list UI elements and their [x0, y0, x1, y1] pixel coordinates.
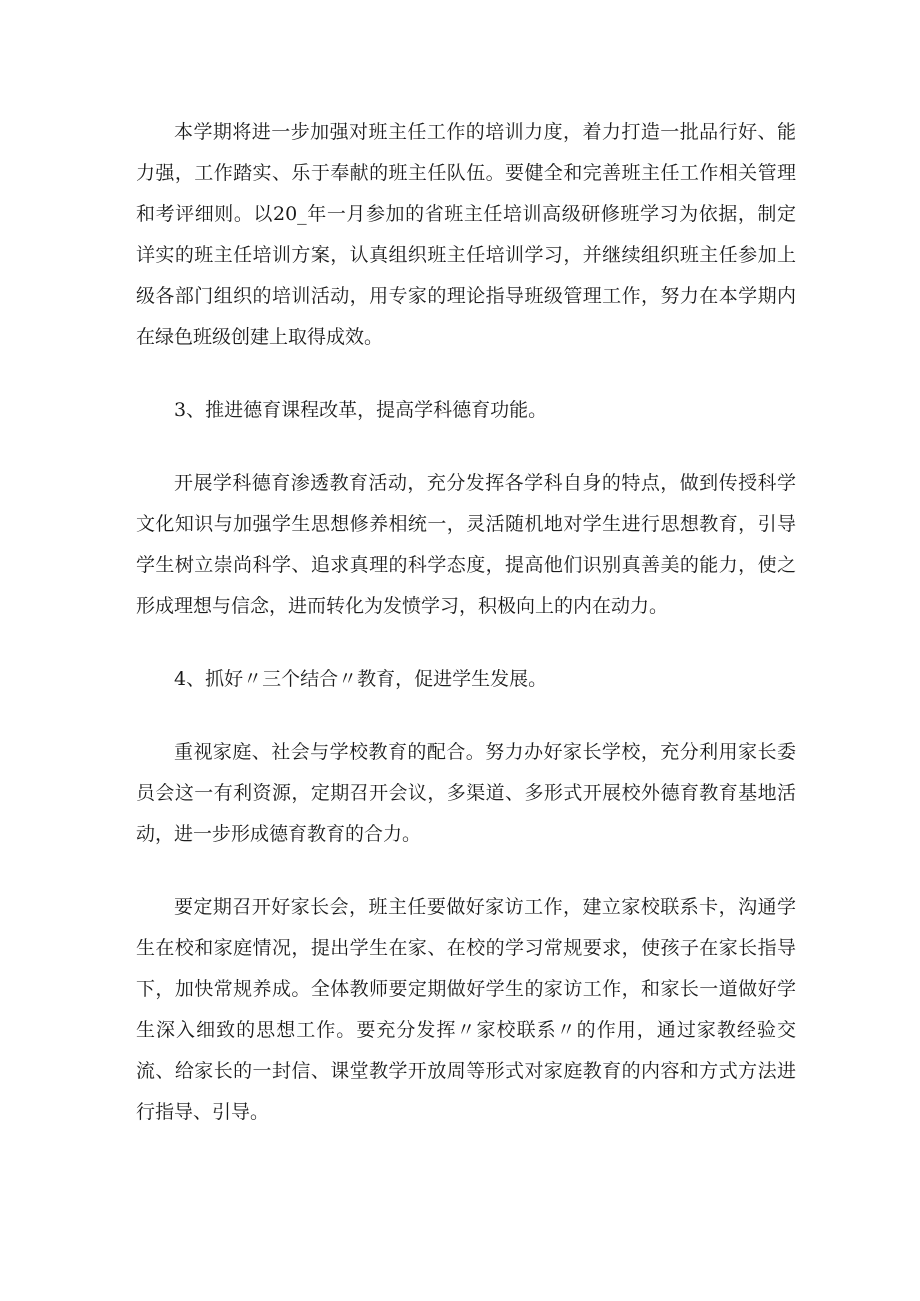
document-page: [136, 112, 796, 1133]
section-heading: 3、推进德育课程改革，提高学科德育功能。: [174, 399, 548, 421]
body-paragraph: 本学期将进一步加强对班主任工作的培训力度，着力打造一批品行好、能力强，工作踏实、乐于奉献的班主任队伍。要健全和完善班主任工作相关管理和考评细则。以20_年一月参加的省班主任培训高级研修班学习为依据，制定详实的班主任培训方案，认真组织班主任培训学习，并继续组织班主任参加上级各部门组织的培训活动，用专家的理论指导班级管理工作，努力在本学期内在绿色班级创建上取得成效。: [136, 121, 796, 348]
section-heading: 4、抓好〃三个结合〃教育，促进学生发展。: [174, 668, 548, 690]
body-paragraph: 开展学科德育渗透教育活动，充分发挥各学科自身的特点，做到传授科学文化知识与加强学生思想修养相统一，灵活随机地对学生进行思想教育，引导学生树立崇尚科学、追求真理的科学态度，提高他们识别真善美的能力，使之形成理想与信念，进而转化为发愤学习，积极向上的内在动力。: [136, 472, 796, 617]
body-paragraph: 重视家庭、社会与学校教育的配合。努力办好家长学校，充分利用家长委员会这一有利资源，定期召开会议，多渠道、多形式开展校外德育教育基地活动，进一步形成德育教育的合力。: [136, 741, 796, 845]
body-paragraph: 要定期召开好家长会，班主任要做好家访工作，建立家校联系卡，沟通学生在校和家庭情况，提出学生在家、在校的学习常规要求，使孩子在家长指导下，加快常规养成。全体教师要定期做好学生的家访工作，和家长一道做好学生深入细致的思想工作。要充分发挥〃家校联系〃的作用，通过家教经验交流、给家长的一封信、课堂教学开放周等形式对家庭教育的内容和方式方法进行指导、引导。: [136, 896, 796, 1123]
